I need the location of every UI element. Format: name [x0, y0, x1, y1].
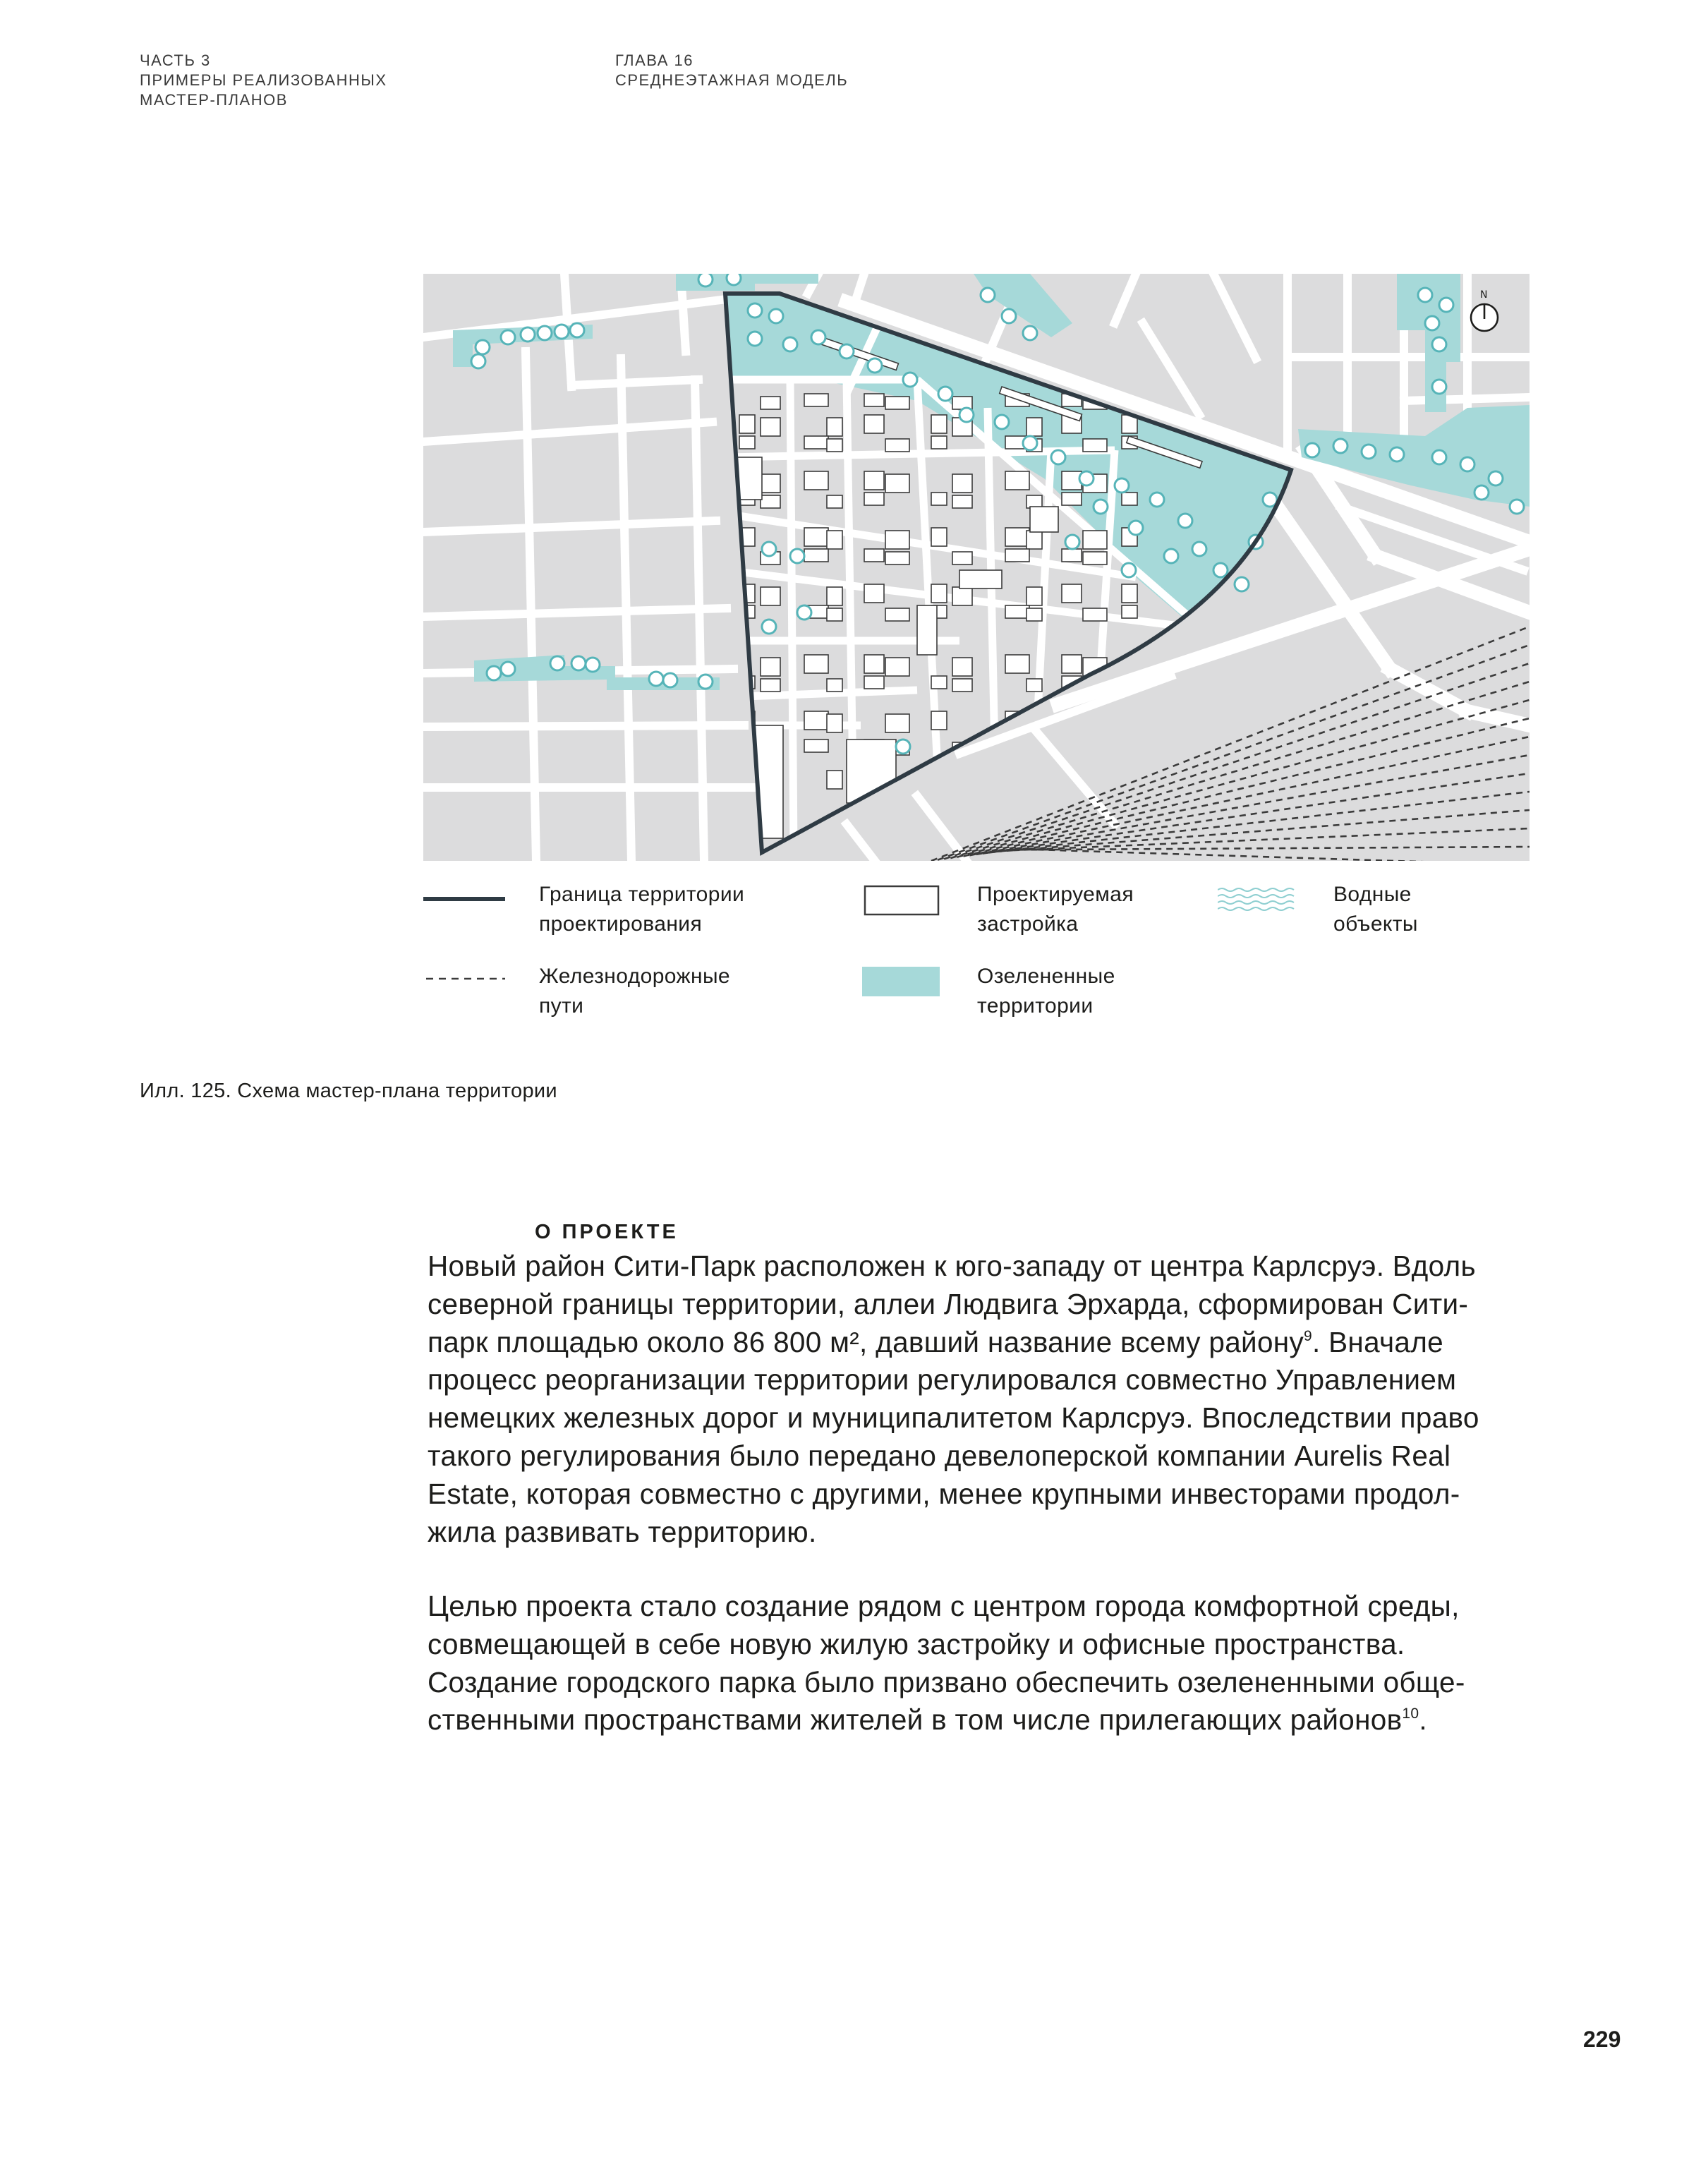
tree-icon [1002, 309, 1016, 323]
text-line: Новый район Сити-Парк расположен к юго-западу от центра Карлсруэ. Вдоль [428, 1250, 1476, 1282]
building-footprint [931, 711, 947, 730]
tree-icon [938, 387, 952, 401]
building-footprint [1005, 605, 1029, 618]
tree-icon [555, 325, 569, 339]
tree-icon [1164, 549, 1178, 563]
tree-icon [1489, 471, 1503, 485]
building-footprint [761, 397, 780, 409]
building-footprint [804, 740, 828, 752]
tree-icon [868, 358, 882, 373]
building-footprint [804, 394, 828, 406]
building-footprint [1026, 418, 1042, 436]
tree-icon [1115, 478, 1129, 493]
building-footprint [952, 679, 972, 692]
building-footprint [804, 711, 828, 730]
building-footprint [952, 658, 972, 676]
building-footprint [885, 397, 909, 409]
tree-icon [1432, 450, 1446, 464]
tree-icon [1150, 493, 1164, 507]
tree-icon [995, 415, 1009, 429]
legend-water-swatch [1218, 886, 1295, 912]
building-footprint [885, 658, 909, 676]
building-footprint [885, 474, 909, 493]
tree-icon [1079, 471, 1094, 485]
text-line: совмещающей в себе новую жилую застройку и офисные пространства. [428, 1627, 1405, 1660]
master-plan-map [423, 274, 1530, 861]
building-footprint [1122, 493, 1137, 505]
building-footprint [885, 552, 909, 565]
text-line: процесс реорганизации территории регулировался совместно Управлением [428, 1363, 1457, 1396]
tree-icon [727, 274, 741, 285]
building-footprint [804, 655, 828, 673]
building-footprint [1062, 584, 1082, 603]
building-footprint [1026, 679, 1042, 692]
building-footprint [864, 471, 884, 490]
building-footprint [804, 436, 828, 449]
text-line: Создание городского парка было призвано обеспечить озелененными обще- [428, 1665, 1465, 1698]
tree-icon [698, 274, 713, 286]
tree-icon [748, 332, 762, 346]
building-footprint [864, 676, 884, 689]
tree-icon [748, 303, 762, 318]
tree-icon [1390, 447, 1404, 461]
tree-icon [476, 340, 490, 354]
paragraph-1 [428, 1248, 1528, 1551]
legend-boundary-label: Граница территории проектирования [539, 883, 745, 936]
text-line: парк площадью около 86 800 м², давший название всему району$^9$. Вначале [428, 1325, 1443, 1358]
header-chapter-line: ГЛАВА 16 [615, 52, 694, 69]
tree-icon [1065, 535, 1079, 549]
tree-icon [586, 658, 600, 672]
text-line: ственными пространствами жителей в том числе прилегающих районов$^{10}$. [428, 1703, 1427, 1737]
building-footprint [864, 549, 884, 562]
building-footprint [1083, 531, 1107, 549]
legend-rail-swatch [426, 977, 505, 981]
building-footprint [1026, 531, 1042, 549]
building-footprint [931, 528, 947, 546]
building-footprint [931, 493, 947, 505]
building-footprint [1083, 608, 1107, 621]
tree-icon [1129, 521, 1143, 535]
building-footprint [827, 679, 842, 692]
header-part-line: ЧАСТЬ 3 [140, 52, 211, 69]
building-footprint [1062, 549, 1082, 562]
tree-icon [762, 542, 776, 556]
tree-icon [1432, 337, 1446, 351]
building-footprint [827, 439, 842, 452]
tree-icon [797, 605, 811, 620]
building-footprint [761, 418, 780, 436]
tree-icon [1023, 436, 1037, 450]
tree-icon [811, 330, 825, 344]
tree-icon [1439, 298, 1453, 312]
tree-icon [471, 354, 485, 368]
text-line: Целью проекта стало создание рядом с центром города комфортной среды, [428, 1590, 1460, 1622]
building-footprint [1062, 493, 1082, 505]
header-part-line: ПРИМЕРЫ РЕАЛИЗОВАННЫХ [140, 71, 387, 89]
building-footprint [931, 415, 947, 433]
building-footprint [931, 584, 947, 603]
running-header-chapter [615, 51, 848, 90]
building-footprint [827, 771, 842, 789]
building-footprint [1026, 608, 1042, 621]
running-header-part [140, 51, 387, 110]
building-footprint [885, 531, 909, 549]
paragraph-2 [428, 1588, 1528, 1739]
tree-icon [1460, 457, 1474, 471]
building-footprint [1030, 507, 1058, 532]
building-footprint [952, 587, 972, 605]
building-footprint [864, 655, 884, 673]
building-footprint [827, 587, 842, 605]
building-footprint [739, 415, 755, 433]
tree-icon [1094, 500, 1108, 514]
tree-icon [501, 662, 515, 676]
building-footprint [917, 605, 937, 655]
tree-icon [840, 344, 854, 358]
legend-buildings-label: Проектируемая застройка [977, 883, 1134, 936]
tree-icon [571, 656, 586, 670]
building-footprint [1005, 549, 1029, 562]
north-label: N [1480, 289, 1488, 301]
building-footprint [1062, 655, 1082, 673]
tree-icon [501, 330, 515, 344]
footnote-ref: 10 [1402, 1706, 1419, 1722]
building-footprint [827, 714, 842, 732]
legend-water-label: Водные объекты [1333, 883, 1418, 936]
building-footprint [864, 493, 884, 505]
tree-icon [1362, 445, 1376, 459]
tree-icon [762, 620, 776, 634]
text-line: такого регулирования было передано девелоперской компании Aurelis Real [428, 1439, 1451, 1472]
tree-icon [487, 666, 501, 680]
building-footprint [1083, 552, 1107, 565]
legend-green-label: Озелененные территории [977, 965, 1115, 1018]
tree-icon [1192, 542, 1206, 556]
building-footprint [1122, 605, 1137, 618]
text-line: жила развивать территорию. [428, 1515, 817, 1548]
tree-icon [1235, 577, 1249, 591]
building-footprint [885, 439, 909, 452]
tree-icon [1432, 380, 1446, 394]
building-footprint [827, 495, 842, 508]
building-footprint [761, 474, 780, 493]
building-footprint [739, 436, 755, 449]
building-footprint [761, 658, 780, 676]
building-footprint [1005, 655, 1029, 673]
header-chapter-line: СРЕДНЕЭТАЖНАЯ МОДЕЛЬ [615, 71, 849, 89]
tree-icon [981, 288, 995, 302]
building-footprint [804, 528, 828, 546]
legend-green-swatch [862, 967, 940, 996]
tree-icon [1418, 288, 1432, 302]
building-footprint [1005, 528, 1029, 546]
legend-rail-label: Железнодорожные пути [539, 965, 731, 1018]
tree-icon [1425, 316, 1439, 330]
tree-icon [698, 675, 713, 689]
tree-icon [649, 672, 663, 686]
tree-icon [1122, 563, 1136, 577]
building-footprint [952, 495, 972, 508]
building-footprint [931, 436, 947, 449]
building-footprint [761, 587, 780, 605]
tree-icon [1178, 514, 1192, 528]
building-footprint [827, 418, 842, 436]
page-number: 229 [1583, 2027, 1621, 2052]
building-footprint [885, 714, 909, 732]
tree-icon [1213, 563, 1228, 577]
building-footprint [1122, 584, 1137, 603]
building-footprint [1083, 439, 1107, 452]
building-footprint [864, 394, 884, 406]
text-line: северной границы территории, аллеи Людвига Эрхарда, сформирован Сити- [428, 1287, 1469, 1320]
tree-icon [769, 309, 783, 323]
tree-icon [570, 323, 584, 337]
tree-icon [521, 327, 535, 342]
tree-icon [550, 656, 564, 670]
tree-icon [959, 408, 974, 422]
building-footprint [804, 549, 828, 562]
tree-icon [1474, 485, 1489, 500]
footnote-ref: 9 [1304, 1327, 1312, 1344]
building-footprint [1026, 587, 1042, 605]
building-footprint [761, 679, 780, 692]
text-line: немецких железных дорог и муниципалитетом Карлсруэ. Впоследствии право [428, 1401, 1479, 1435]
building-footprint [931, 676, 947, 689]
tree-icon [1305, 443, 1319, 457]
building-footprint [827, 608, 842, 621]
building-footprint [1062, 471, 1082, 490]
building-footprint [804, 471, 828, 490]
tree-icon [783, 337, 797, 351]
building-footprint [885, 608, 909, 621]
section-title: О ПРОЕКТЕ [535, 1221, 679, 1243]
legend-boundary-swatch [423, 895, 505, 903]
tree-icon [538, 326, 552, 340]
header-part-line: МАСТЕР-ПЛАНОВ [140, 91, 288, 109]
tree-icon [1333, 439, 1347, 453]
tree-icon [663, 673, 677, 687]
tree-icon [1023, 326, 1037, 340]
legend-buildings-swatch [864, 885, 940, 916]
building-footprint [952, 552, 972, 565]
building-footprint [959, 570, 1002, 588]
building-footprint [761, 495, 780, 508]
building-footprint [827, 531, 842, 549]
tree-icon [1051, 450, 1065, 464]
figure-caption: Илл. 125. Схема мастер-плана территории [140, 1080, 557, 1102]
tree-icon [1510, 500, 1524, 514]
tree-icon [903, 373, 917, 387]
building-footprint [864, 415, 884, 433]
tree-icon [790, 549, 804, 563]
text-line: Estate, которая совместно с другими, менее крупными инвесторами продол- [428, 1477, 1460, 1510]
tree-icon [896, 740, 910, 754]
building-footprint [1005, 471, 1029, 490]
building-footprint [952, 474, 972, 493]
building-footprint [864, 584, 884, 603]
